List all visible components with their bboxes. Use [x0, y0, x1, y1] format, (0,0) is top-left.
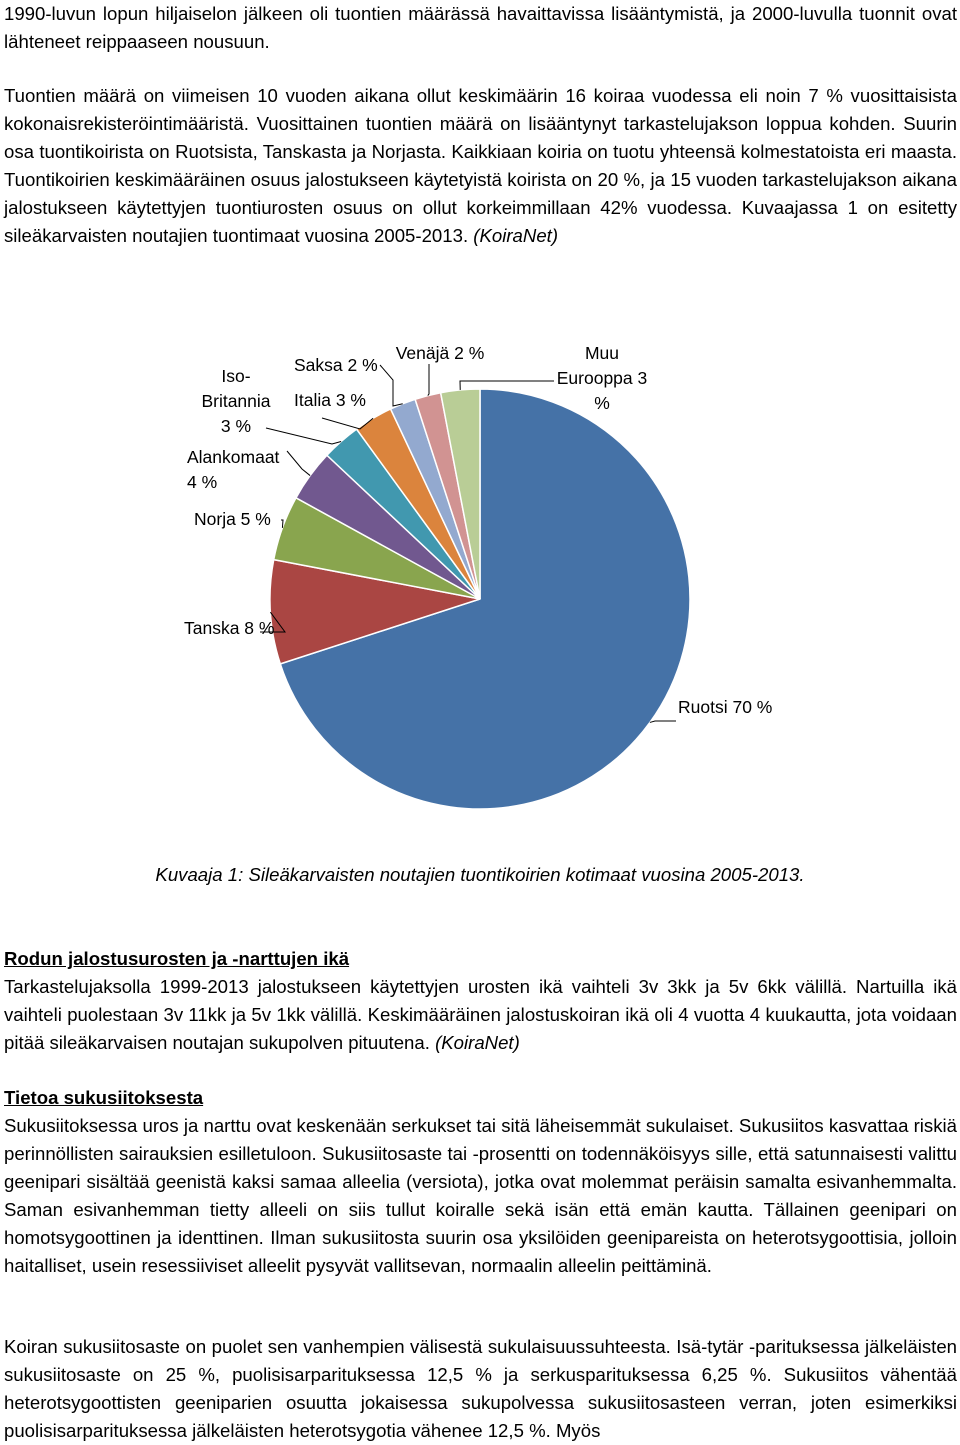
pie-leader-line [281, 520, 283, 528]
pie-label-saksa: Saksa 2 % [294, 355, 378, 375]
inbreeding-section-heading: Tietoa sukusiitoksesta [4, 1087, 204, 1108]
pie-label-norja: Norja 5 % [194, 509, 271, 529]
pie-label-ruotsi: Ruotsi 70 % [678, 697, 773, 717]
age-section-paragraph: Tarkastelujaksolla 1999-2013 jalostukseen käytettyjen urosten ikä vaihteli 3v 3kk ja 5v 6kk välillä. Nartuilla ikä vaihteli puolestaan 3v 11kk ja 5v 1kk välillä. Keskimääräinen jalostuskoiran ikä oli 4 vuotta 4 kuukautta, jota voidaan pitää sileäkarvaisen noutajan sukupolven pituutena. (KoiraNet) [4, 976, 957, 1053]
pie-leader-line [428, 364, 429, 396]
pie-label-muu-eurooppa: Muu Eurooppa 3 % [556, 343, 648, 413]
pie-label-iso-britannia: Iso-Britannia 3 % [201, 366, 271, 436]
pie-leader-line [266, 428, 341, 444]
pie-label-ven-j-: Venäjä 2 % [395, 343, 485, 363]
pie-leader-line [287, 451, 310, 476]
intro-paragraph: 1990-luvun lopun hiljaiselon jälkeen oli tuontien määrässä havaittavissa lisääntymistä, ja 2000-luvulla tuonnit ovat lähteneet reippaaseen nousuun. [4, 3, 957, 52]
inbreeding-section-paragraph: Sukusiitoksessa uros ja narttu ovat keskenään serkukset tai sitä läheisemmät sukulaiset. Sukusiitos kasvattaa riskiä perinnöllisten sairauksien esilletuloon. Sukusiitosaste tai -prosentti on todennäköisyys sille, että satunnaisesti valittu geenipari sisältää geenistä kaksi samaa alleelia (versiota), jotka ovat molemmat peräisin samalta esivanhemmalta. Saman esivanhemman tietty alleeli on siis tullut koiralle sekä isän että emän kautta. Tällainen geenipari on homotsygoottinen ja identtinen. Ilman sukusiitosta suurin osa yksilöiden geenipareista on heterotsygoottisia, jolloin haitalliset, usein resessiiviset alleelit pysyvät vallitsevan, normaalin alleelin peittäminä. [4, 1115, 957, 1276]
import-countries-pie-chart [0, 320, 960, 850]
inbreeding-section-paragraph-2: Koiran sukusiitosaste on puolet sen vanhempien välisestä sukulaisuussuhteesta. Isä-tytär -parituksessa jälkeläisten sukusiitosaste on 25 %, puolisisarparituksessa 12,5 % ja serkusparituksessa 6,25 %. Sukusiitos vähentää heterotsygoottisten geeniparien osuutta jokaisessa sukupolvessa sukusiitosasteen verran, joten esimerkiksi puolisisarparituksessa jälkeläisten heterotsygotia vähenee 12,5 %. Myös [4, 1336, 957, 1441]
pie-label-italia: Italia 3 % [294, 390, 366, 410]
pie-leader-line [650, 721, 676, 722]
imports-paragraph: Tuontien määrä on viimeisen 10 vuoden aikana ollut keskimäärin 16 koiraa vuodessa eli noin 7 % vuosittaisista kokonaisrekisteröintimääristä. Vuosittainen tuontien määrä on lisääntynyt tarkastelujakson loppua kohden. Suurin osa tuontikoirista on Ruotsista, Tanskasta ja Norjasta. Kaikkiaan koiria on tuotu yhteensä kolmestatoista eri maasta. Tuontikoirien keskimääräinen osuus jalostukseen käytetyistä koirista on 20 %, ja 15 vuoden tarkastelujakson aikana jalostukseen käytettyjen tuontiurosten osuus on ollut korkeimmillaan 42% vuodessa. Kuvaajassa 1 on esitetty sileäkarvaisten noutajien tuontimaat vuosina 2005-2013. (KoiraNet) [4, 85, 957, 246]
pie-label-alankomaat: Alankomaat 4 % [187, 447, 280, 492]
pie-leader-line [380, 365, 403, 406]
pie-label-tanska: Tanska 8 % [184, 618, 275, 638]
chart-caption: Kuvaaja 1: Sileäkarvaisten noutajien tuontikoirien kotimaat vuosina 2005-2013. [155, 864, 805, 885]
age-section-heading: Rodun jalostusurosten ja -narttujen ikä [4, 948, 350, 969]
